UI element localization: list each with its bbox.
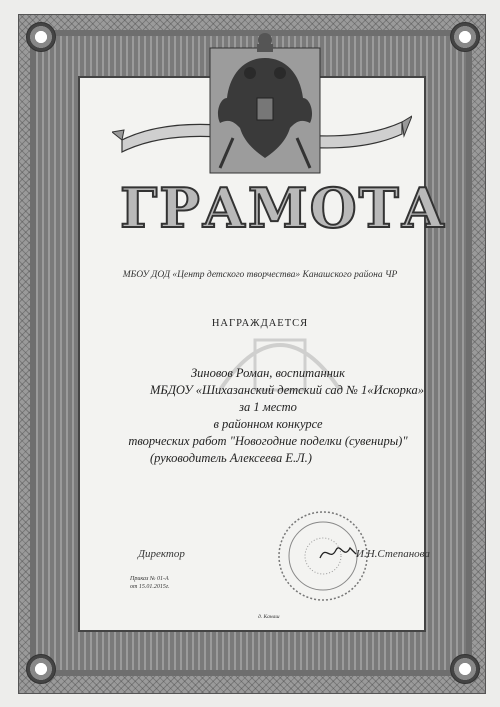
certificate-title: ГРАМОТА bbox=[120, 176, 447, 240]
order-reference bbox=[130, 575, 170, 591]
director-signature-icon bbox=[318, 540, 358, 564]
institution-line: МБДОУ «Шихазанский детский сад № 1«Искорка» bbox=[150, 383, 424, 397]
award-text bbox=[108, 365, 428, 467]
contest-name-line: творческих работ "Новогодние поделки (сувениры)" bbox=[128, 434, 408, 448]
recipient-line: Зиновов Роман, воспитанник bbox=[190, 366, 346, 380]
issuing-organization: МБОУ ДОД «Центр детского творчества» Канашского района ЧР bbox=[122, 270, 398, 280]
corner-rosette-icon bbox=[26, 22, 56, 52]
director-label: Директор bbox=[138, 548, 185, 560]
double-headed-eagle-emblem-icon bbox=[205, 28, 325, 178]
supervisor-line: (руководитель Алексеева Е.Л.) bbox=[150, 451, 312, 465]
corner-rosette-icon bbox=[26, 654, 56, 684]
director-name: И.Н.Степанова bbox=[356, 548, 430, 560]
order-date: от 15.01.2015г. bbox=[130, 584, 170, 590]
corner-rosette-icon bbox=[450, 22, 480, 52]
corner-rosette-icon bbox=[450, 654, 480, 684]
contest-line: в районном конкурсе bbox=[213, 417, 323, 431]
awarded-heading: НАГРАЖДАЕТСЯ bbox=[211, 318, 309, 329]
place-line: за 1 место bbox=[239, 400, 297, 414]
order-number: Приказ № 01-А bbox=[130, 576, 169, 582]
city-label: д. Канаш bbox=[258, 614, 280, 620]
